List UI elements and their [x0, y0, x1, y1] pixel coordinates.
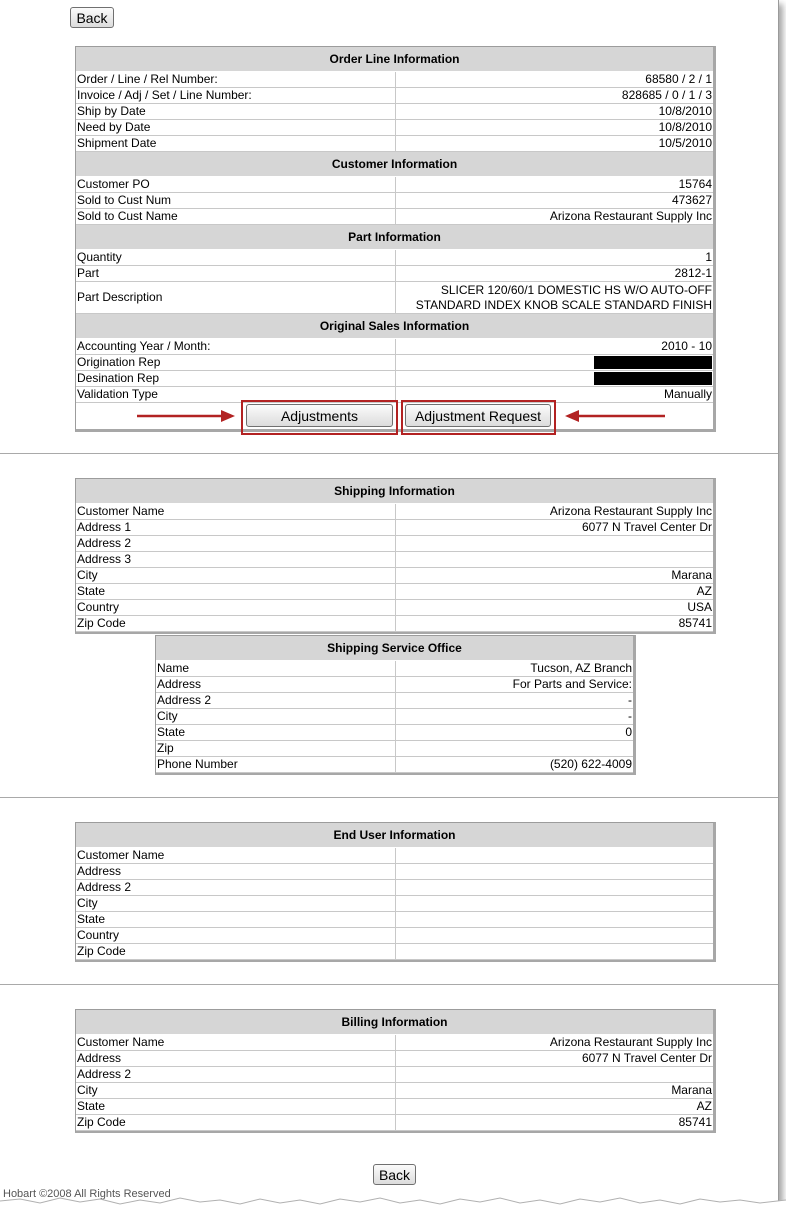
- table-row: State AZ: [77, 1099, 712, 1113]
- section-title-end-user: End User Information: [76, 823, 713, 848]
- shipping-panel: [75, 478, 716, 634]
- table-row: Address For Parts and Service:: [157, 677, 632, 691]
- table-row: City Marana: [77, 568, 712, 582]
- table-row: Origination Rep: [76, 355, 713, 371]
- billing-table: [76, 1010, 713, 1131]
- table-row: Address 6077 N Travel Center Dr: [77, 1051, 712, 1065]
- section-title-service-office: Shipping Service Office: [156, 636, 633, 661]
- table-row: City: [76, 896, 713, 912]
- section-separator: [0, 453, 778, 454]
- table-row: Desination Rep: [76, 371, 713, 387]
- table-row: Customer Name: [76, 848, 713, 864]
- section-title-part: Part Information: [76, 225, 713, 250]
- section-title-billing: Billing Information: [76, 1010, 713, 1035]
- table-row: Address: [76, 864, 713, 880]
- table-row: State: [76, 912, 713, 928]
- section-separator: [0, 797, 778, 798]
- order-line-table: [76, 47, 713, 403]
- torn-edge-decoration: [0, 1195, 786, 1215]
- back-button-top[interactable]: Back: [70, 7, 114, 28]
- shipping-table: [76, 479, 713, 632]
- section-title-customer: Customer Information: [76, 152, 713, 177]
- table-row: Part 2812-1: [77, 266, 712, 280]
- table-row: Accounting Year / Month: 2010 - 10: [77, 339, 712, 353]
- table-row: Need by Date 10/8/2010: [77, 120, 712, 134]
- arrow-left-icon: [563, 407, 667, 425]
- table-row: Address 2: [76, 880, 713, 896]
- table-row: Zip: [156, 741, 633, 757]
- table-row: Address 3: [76, 552, 713, 568]
- table-row: Address 2: [76, 1067, 713, 1083]
- table-row: Address 1 6077 N Travel Center Dr: [77, 520, 712, 534]
- billing-panel: [75, 1009, 716, 1133]
- part-description-value: SLICER 120/60/1 DOMESTIC HS W/O AUTO-OFF STANDARD INDEX KNOB SCALE STANDARD FINISH: [395, 282, 713, 314]
- section-title-order-line: Order Line Information: [76, 47, 713, 72]
- table-row: State AZ: [77, 584, 712, 598]
- table-row: Country: [76, 928, 713, 944]
- table-row: Customer Name Arizona Restaurant Supply Inc: [77, 504, 712, 518]
- footer-copyright: Hobart ©2008 All Rights Reserved: [3, 1188, 171, 1200]
- table-row: Quantity 1: [77, 250, 712, 264]
- table-row: Country USA: [77, 600, 712, 614]
- table-row: Address 2 -: [157, 693, 632, 707]
- section-title-sales: Original Sales Information: [76, 314, 713, 339]
- redacted-block: [594, 372, 712, 385]
- table-row: City Marana: [77, 1083, 712, 1097]
- table-row: Validation Type Manually: [77, 387, 712, 401]
- table-row: City -: [157, 709, 632, 723]
- table-row: Phone Number (520) 622-4009: [157, 757, 632, 771]
- table-row: Address 2: [76, 536, 713, 552]
- table-row: Sold to Cust Num 473627: [77, 193, 712, 207]
- table-row: Zip Code 85741: [77, 1115, 712, 1129]
- service-office-table: [156, 636, 633, 773]
- section-title-shipping: Shipping Information: [76, 479, 713, 504]
- adjustment-request-button[interactable]: Adjustment Request: [405, 404, 551, 427]
- table-row: Order / Line / Rel Number: 68580 / 2 / 1: [77, 72, 712, 86]
- table-row: Zip Code 85741: [77, 616, 712, 630]
- table-row: Shipment Date 10/5/2010: [77, 136, 712, 150]
- end-user-panel: [75, 822, 716, 962]
- arrow-right-icon: [137, 407, 237, 425]
- table-row: Sold to Cust Name Arizona Restaurant Supply Inc: [77, 209, 712, 223]
- adjustments-button[interactable]: Adjustments: [246, 404, 393, 427]
- back-button-bottom[interactable]: Back: [373, 1164, 416, 1185]
- section-separator: [0, 984, 778, 985]
- table-row: Ship by Date 10/8/2010: [77, 104, 712, 118]
- table-row: Invoice / Adj / Set / Line Number: 828685 / 0 / 1 / 3: [77, 88, 712, 102]
- table-row: Customer Name Arizona Restaurant Supply Inc: [77, 1035, 712, 1049]
- table-row: Zip Code: [76, 944, 713, 960]
- redacted-block: [594, 356, 712, 369]
- service-office-panel: [155, 635, 636, 775]
- table-row: Part Description SLICER 120/60/1 DOMESTIC HS W/O AUTO-OFF STANDARD INDEX KNOB SCALE STANDARD FINISH: [77, 282, 712, 312]
- table-row: State 0: [157, 725, 632, 739]
- end-user-table: [76, 823, 713, 960]
- order-line-panel: [75, 46, 716, 432]
- table-row: Name Tucson, AZ Branch: [157, 661, 632, 675]
- table-row: Customer PO 15764: [77, 177, 712, 191]
